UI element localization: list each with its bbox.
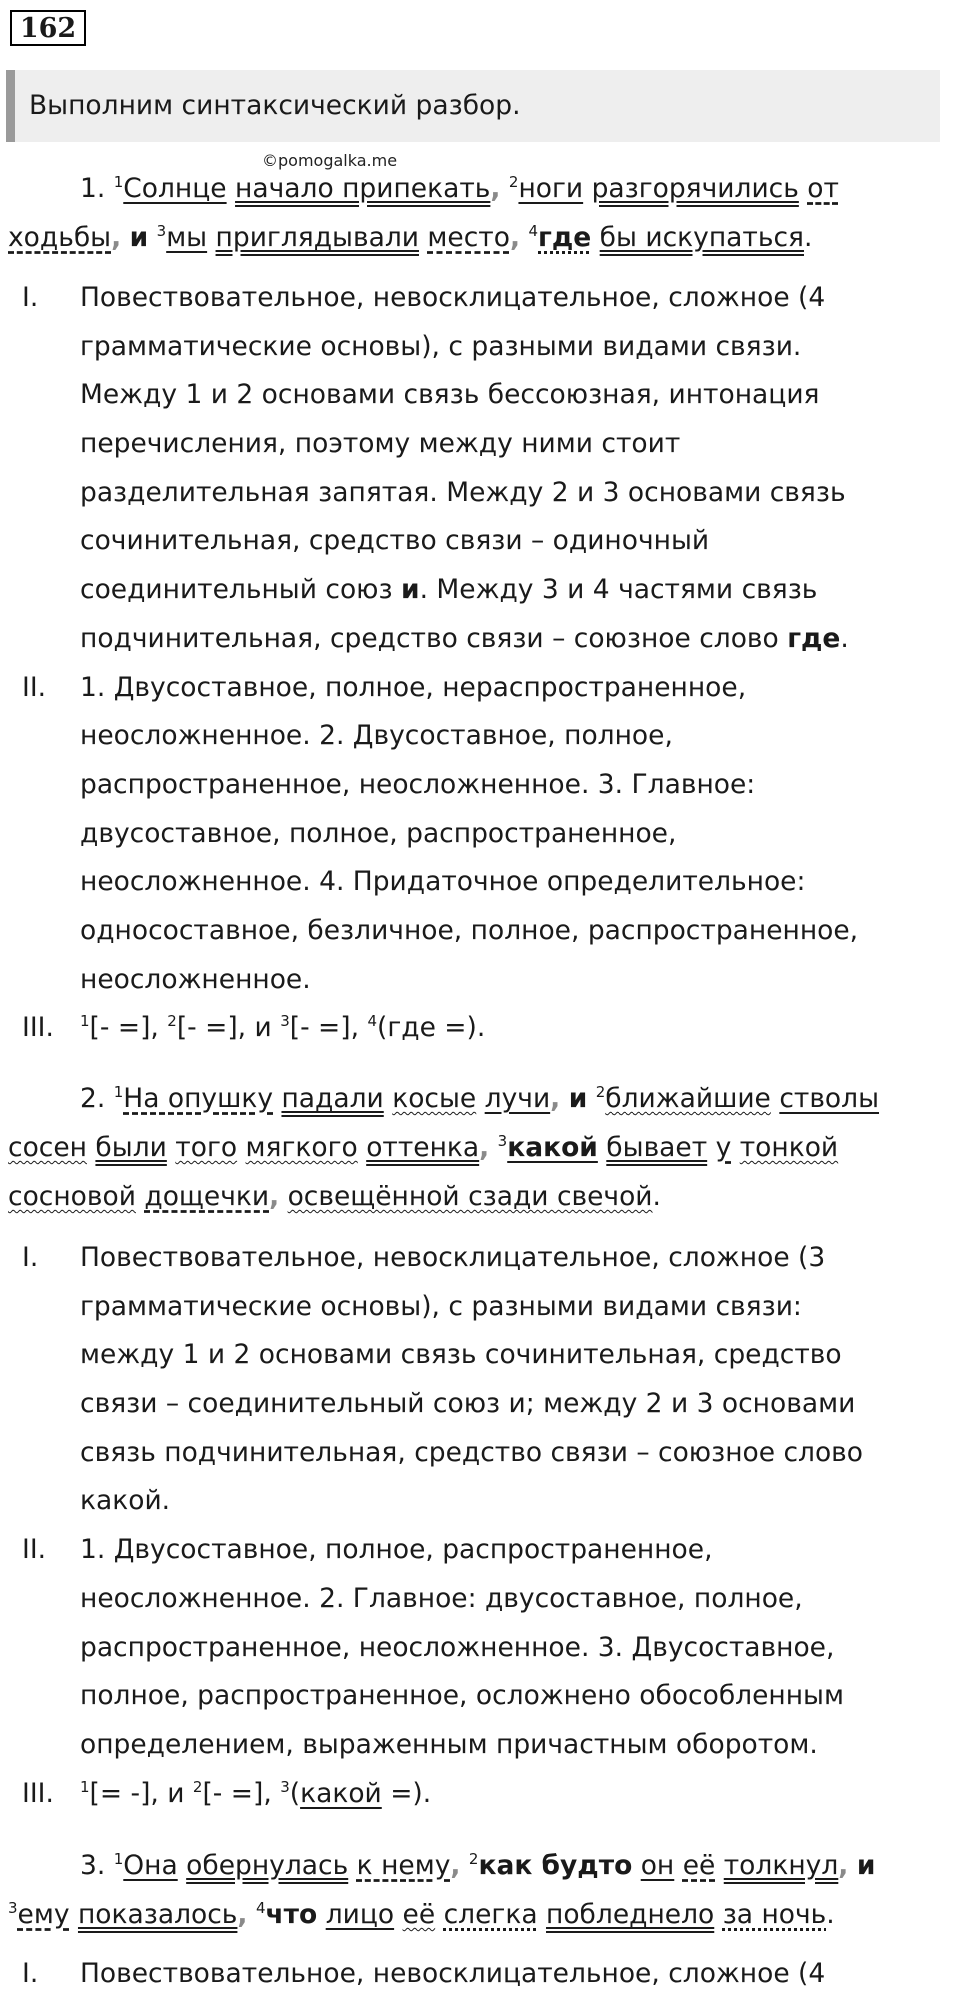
part-index: 1 xyxy=(113,173,124,191)
roman-numeral: III. xyxy=(22,1777,54,1809)
subject: он xyxy=(640,1850,675,1881)
text-line: Повествовательное, невосклицательное, сложное (4 xyxy=(80,1958,826,1989)
text-line: грамматические основы), с разными видами связи: xyxy=(80,1290,802,1322)
analysis-item xyxy=(0,274,960,664)
watermark: ©pomogalka.me xyxy=(262,151,398,170)
object: к нему xyxy=(356,1850,451,1881)
period: . xyxy=(652,1181,661,1212)
comma: , xyxy=(111,222,122,253)
part-index: 1 xyxy=(80,1777,90,1796)
roman-numeral: I. xyxy=(22,1242,39,1273)
roman-numeral: I. xyxy=(22,1958,39,1989)
text-line: Между 1 и 2 основами связь бессоюзная, интонация xyxy=(80,379,820,411)
period: . xyxy=(803,222,813,253)
predicate: разгорячились xyxy=(591,173,799,204)
comma: , xyxy=(550,1083,561,1114)
connective-word: какой xyxy=(507,1132,598,1163)
text-line: односоставное, безличное, полное, распространенное, xyxy=(80,914,859,946)
scheme-part: [= -], и xyxy=(89,1777,193,1809)
scheme-word: какой xyxy=(300,1777,382,1809)
text-line: перечисления, поэтому между ними стоит xyxy=(80,428,681,460)
heading: Выполним синтаксический разбор. xyxy=(6,70,940,142)
bold-word: где xyxy=(787,622,841,654)
object: её xyxy=(682,1850,716,1881)
predicate: оттенка xyxy=(366,1132,480,1163)
analysis-item xyxy=(0,1526,960,1769)
sentence-number: 3. xyxy=(80,1850,106,1881)
text-line: связь подчинительная, средство связи – союзное слово xyxy=(80,1436,864,1468)
scheme xyxy=(80,1004,950,1053)
task-number: 162 xyxy=(10,10,86,46)
attribute: её xyxy=(402,1899,436,1930)
part-index: 4 xyxy=(367,1012,377,1031)
text-line: между 1 и 2 основами связь сочинительная, средство xyxy=(80,1339,842,1371)
part-index: 3 xyxy=(497,1132,508,1150)
text-line: распространенное, неосложненное. 3. Двусоставное, xyxy=(80,1631,835,1663)
text-line: распространенное, неосложненное. 3. Главное: xyxy=(80,768,756,800)
text-line: Повествовательное, невосклицательное, сложное (4 xyxy=(80,282,826,313)
subject: стволы xyxy=(779,1083,880,1114)
conjunction: и xyxy=(856,1850,876,1881)
sentence-2 xyxy=(8,1074,948,1221)
analysis-1 xyxy=(0,274,960,1053)
predicate: обернулась xyxy=(186,1850,349,1881)
comma: , xyxy=(490,173,501,204)
text-line: какой. xyxy=(80,1485,171,1517)
text-line: грамматические основы), с разными видами связи. xyxy=(80,330,802,362)
text-line: разделительная запятая. Между 2 и 3 основами связь xyxy=(80,476,846,508)
adverbial: слегка xyxy=(443,1899,538,1930)
subject: лучи xyxy=(484,1083,551,1114)
part-index: 4 xyxy=(255,1899,266,1917)
part-index: 1 xyxy=(80,1012,90,1031)
object: от xyxy=(807,173,839,204)
attribute: мягкого xyxy=(245,1132,358,1163)
comma: , xyxy=(479,1132,490,1163)
comma: , xyxy=(509,222,521,253)
scheme-part: ( xyxy=(289,1777,301,1809)
text-line: Повествовательное, невосклицательное, сложное (3 xyxy=(80,1242,826,1273)
period: . xyxy=(826,1899,835,1930)
predicate: бы искупаться xyxy=(599,222,804,253)
part-index: 3 xyxy=(8,1899,18,1917)
comma: , xyxy=(237,1899,248,1930)
text-line: связи – соединительный союз и; между 2 и 3 основами xyxy=(80,1388,856,1420)
text-line xyxy=(80,615,950,664)
predicate: бывает xyxy=(606,1132,708,1163)
part-index: 1 xyxy=(113,1083,124,1101)
sentence-number: 2. xyxy=(80,1083,106,1114)
object: дощечки xyxy=(144,1181,270,1212)
text-line: неосложненное. 2. Главное: двусоставное, полное, xyxy=(80,1582,803,1614)
object: ходьбы xyxy=(8,222,112,253)
scheme xyxy=(80,1770,950,1819)
predicate: приглядывали xyxy=(215,222,419,253)
comma: , xyxy=(450,1850,461,1881)
sentence-1 xyxy=(8,164,948,262)
analysis-3 xyxy=(0,1950,960,1999)
adverbial: за ночь xyxy=(722,1899,827,1930)
predicate: показалось xyxy=(77,1899,238,1930)
conjunction: как будто xyxy=(478,1850,633,1881)
text-line: неосложненное. 2. Двусоставное, полное, xyxy=(80,720,673,752)
comma: , xyxy=(269,1181,280,1212)
bold-word: и xyxy=(400,574,420,606)
subject: лицо xyxy=(325,1899,395,1930)
part-index: 3 xyxy=(280,1777,290,1796)
roman-numeral: I. xyxy=(22,282,39,313)
part-index: 2 xyxy=(508,173,519,191)
text: . xyxy=(840,622,849,654)
text-line: 1. Двусоставное, полное, распространенное, xyxy=(80,1534,713,1566)
analysis-item xyxy=(0,1004,960,1053)
subject: Она xyxy=(123,1850,178,1881)
text-line: неосложненное. xyxy=(80,963,311,995)
analysis-item xyxy=(0,664,960,1005)
subject: мы xyxy=(166,222,208,253)
scheme-part: =). xyxy=(381,1777,432,1809)
part-index: 1 xyxy=(113,1850,124,1868)
part-index: 2 xyxy=(595,1083,606,1101)
attribute: ближайшие xyxy=(605,1083,771,1114)
analysis-item xyxy=(0,1770,960,1819)
participial-phrase: освещённой сзади свечой xyxy=(287,1181,653,1212)
text-line: 1. Двусоставное, полное, нераспространенное, xyxy=(80,671,747,703)
text: . Между 3 и 4 частями связь xyxy=(419,574,818,606)
analysis-item xyxy=(0,1234,960,1526)
attribute: сосен xyxy=(8,1132,87,1163)
scheme-part: [- =], xyxy=(289,1012,368,1044)
comma: , xyxy=(838,1850,849,1881)
text-line: полное, распространенное, осложнено обособленным xyxy=(80,1680,844,1712)
roman-numeral: II. xyxy=(22,671,47,703)
attribute: сосновой xyxy=(8,1181,136,1212)
predicate: толкнул xyxy=(723,1850,839,1881)
predicate: побледнело xyxy=(546,1899,715,1930)
subject: ноги xyxy=(518,173,584,204)
attribute: тонкой xyxy=(739,1132,839,1163)
predicate: падали xyxy=(281,1083,384,1114)
text: подчинительная, средство связи – союзное слово xyxy=(80,622,788,654)
object: место xyxy=(427,222,510,253)
sentence-3 xyxy=(8,1841,948,1939)
text-line: неосложненное. 4. Придаточное определительное: xyxy=(80,866,806,898)
object: у xyxy=(715,1132,732,1163)
attribute: косые xyxy=(392,1083,477,1114)
roman-numeral: III. xyxy=(22,1012,54,1044)
attribute: того xyxy=(175,1132,238,1163)
text-line: определением, выраженным причастным оборотом. xyxy=(80,1728,818,1760)
analysis-2 xyxy=(0,1234,960,1818)
part-index: 2 xyxy=(167,1012,177,1031)
predicate: начало припекать xyxy=(235,173,491,204)
conjunction: что xyxy=(265,1899,318,1930)
part-index: 3 xyxy=(156,222,167,240)
text: соединительный союз xyxy=(80,574,401,606)
scheme-part: [- =], xyxy=(202,1777,281,1809)
roman-numeral: II. xyxy=(22,1534,47,1566)
text-line xyxy=(80,566,950,615)
object: ему xyxy=(17,1899,70,1930)
part-index: 2 xyxy=(192,1777,203,1796)
part-index: 3 xyxy=(280,1012,290,1031)
sentence-number: 1. xyxy=(80,173,106,204)
object: На опушку xyxy=(123,1083,274,1114)
conjunction: и xyxy=(568,1083,588,1114)
connective-word: где xyxy=(538,222,592,253)
conjunction: и xyxy=(129,222,149,253)
text-line: двусоставное, полное, распространенное, xyxy=(80,817,677,849)
part-index: 4 xyxy=(528,222,538,240)
part-index: 2 xyxy=(468,1850,479,1868)
predicate: были xyxy=(95,1132,167,1163)
scheme-part: (где =). xyxy=(377,1012,486,1044)
subject: Солнце xyxy=(123,173,227,204)
text-line: сочинительная, средство связи – одиночный xyxy=(80,525,710,557)
analysis-item xyxy=(0,1950,960,1999)
scheme-part: [- =], xyxy=(89,1012,168,1044)
scheme-part: [- =], и xyxy=(176,1012,281,1044)
